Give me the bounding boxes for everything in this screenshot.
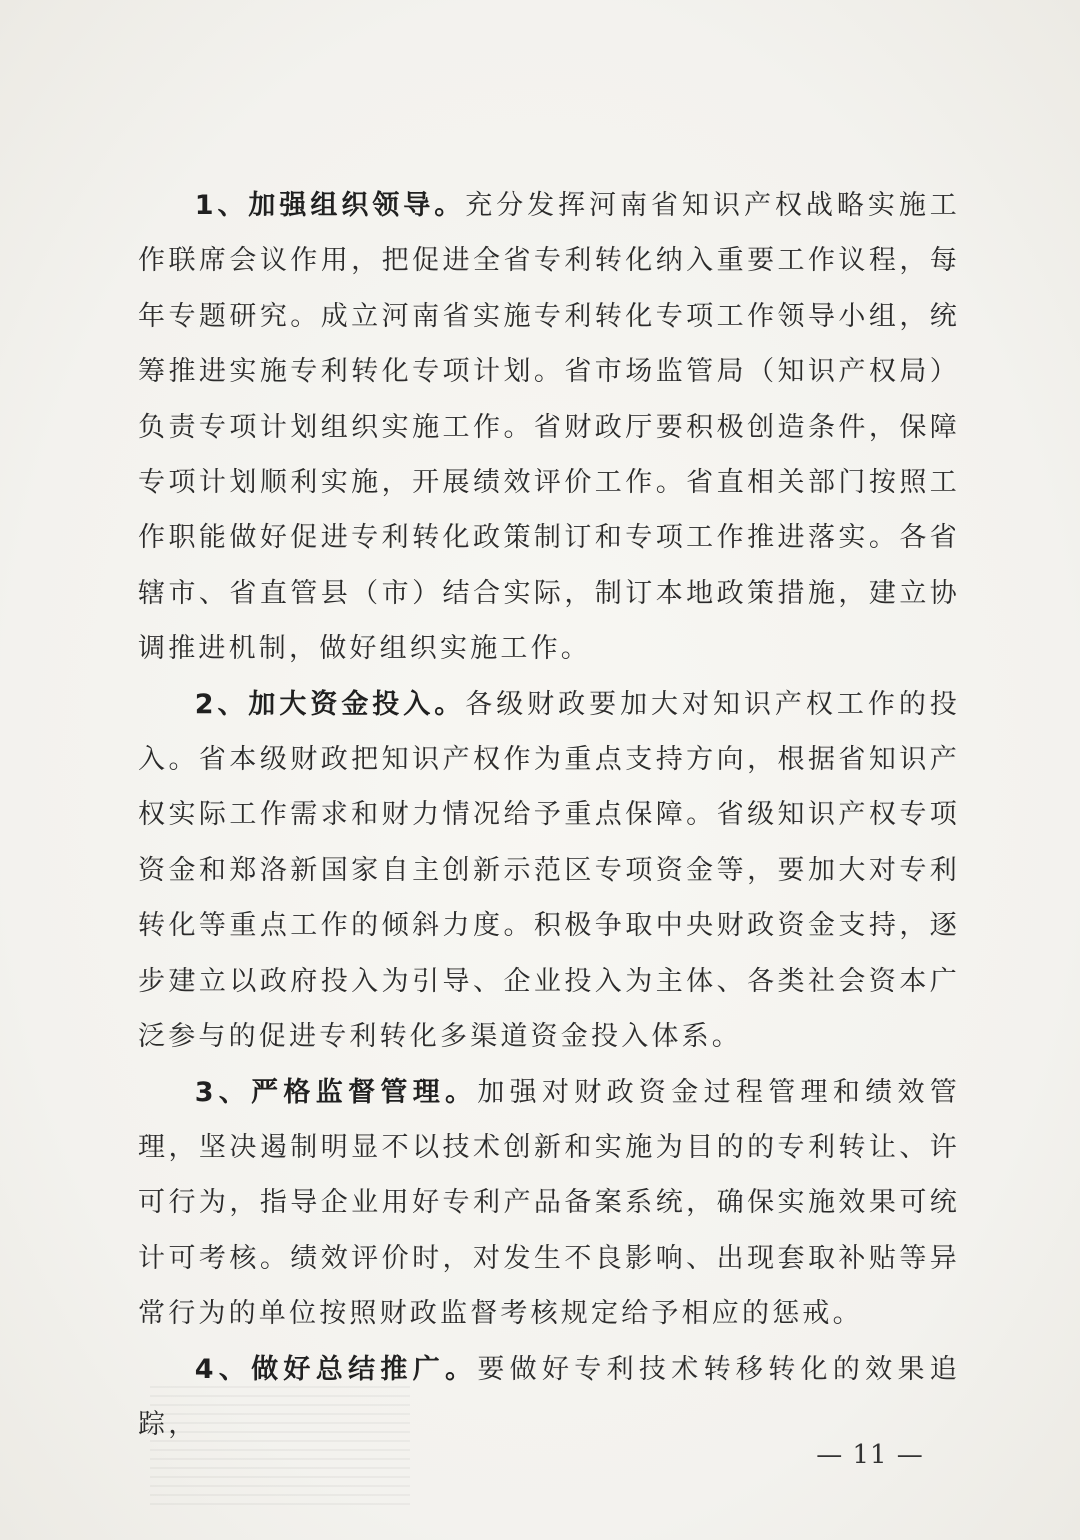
paragraph-heading: 1、加强组织领导。	[194, 190, 466, 221]
paragraph-heading: 2、加大资金投入。	[194, 688, 466, 720]
paragraph-text: 要做好专利技术转移转化的效果追踪，	[138, 1353, 960, 1440]
document-body	[138, 178, 960, 1452]
paragraph-1	[138, 178, 960, 677]
paragraph-text: 各级财政要加大对知识产权工作的投入。省本级财政把知识产权作为重点支持方向，根据省知识产权实际工作需求和财力情况给予重点保障。省级知识产权专项资金和郑洛新国家自主创新示范区专项资金等，要加大对专利转化等重点工作的倾斜力度。积极争取中央财政资金支持，逐步建立以政府投入为引导、企业投入为主体、各类社会资本广泛参与的促进专利转化多渠道资金投入体系。	[138, 688, 960, 1053]
page-number: — 11 —	[816, 1440, 924, 1470]
paragraph-text: 加强对财政资金过程管理和绩效管理，坚决遏制明显不以技术创新和实施为目的的专利转让、许可行为，指导企业用好专利产品备案系统，确保实施效果可统计可考核。绩效评价时，对发生不良影响、出现套取补贴等异常行为的单位按照财政监督考核规定给予相应的惩戒。	[138, 1076, 960, 1330]
paragraph-3	[138, 1065, 960, 1342]
paragraph-text: 充分发挥河南省知识产权战略实施工作联席会议作用，把促进全省专利转化纳入重要工作议程，每年专题研究。成立河南省实施专利转化专项工作领导小组，统筹推进实施专利转化专项计划。省市场监管局（知识产权局）负责专项计划组织实施工作。省财政厅要积极创造条件，保障专项计划顺利实施，开展绩效评价工作。省直相关部门按照工作职能做好促进专利转化政策制订和专项工作推进落实。各省辖市、省直管县（市）结合实际，制订本地政策措施，建立协调推进机制，做好组织实施工作。	[138, 190, 960, 665]
paragraph-4	[138, 1342, 960, 1453]
paragraph-heading: 4、做好总结推广。	[194, 1353, 478, 1385]
paragraph-heading: 3、严格监督管理。	[194, 1076, 478, 1108]
paragraph-2	[138, 677, 960, 1065]
